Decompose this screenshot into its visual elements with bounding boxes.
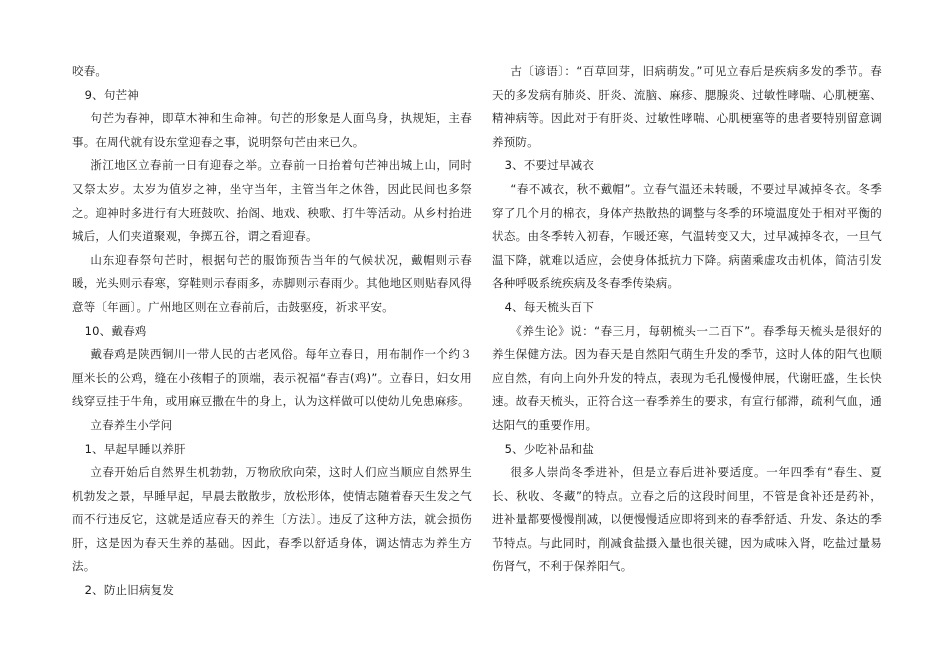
body-paragraph: 古〔谚语〕：“百草回芽，旧病萌发。”可见立春后是疾病多发的季节。春天的多发病有肺炎、肝炎、流脑、麻疹、腮腺炎、过敏性哮喘、心肌梗塞、精神病等。因此对于有肝炎、过敏性哮喘、心肌梗塞等的患者要特别留意调养预防。 — [492, 64, 882, 149]
section-heading: 1、早起早睡以养肝 — [84, 441, 186, 456]
section-subtitle: 立春养生小学问 — [90, 417, 173, 432]
body-paragraph: 浙江地区立春前一日有迎春之举。立春前一日抬着句芒神出城上山，同时又祭太岁。太岁为值岁之神，坐守当年，主管当年之休咎，因此民间也多祭之。迎神时多进行有大班鼓吹、抬阁、地戏、秧歌、打牛等活动。从乡村抬进城后，人们夹道聚观，争掷五谷，谓之看迎春。 — [72, 158, 472, 244]
body-paragraph: 戴春鸡是陕西铜川一带人民的古老风俗。每年立春日，用布制作一个约３厘米长的公鸡，缝在小孩帽子的顶端，表示祝福“春吉(鸡)”。立春日，妇女用线穿豆挂于牛角，或用麻豆撒在牛的身上，认为这样做可以使幼儿免患麻疹。 — [72, 347, 472, 409]
body-paragraph: 《养生论》说：“春三月，每朝梳头一二百下”。春季每天梳头是很好的养生保健方法。因为春天是自然阳气萌生升发的季节，这时人体的阳气也顺应自然，有向上向外升发的特点，表现为毛孔慢慢伸展，代谢旺盛，生长快速。故春天梳头，正符合这一春季养生的要求，有宣行郁滞，疏利气血，通达阳气的重要作用。 — [492, 323, 882, 432]
left-column — [72, 60, 472, 603]
section-heading: 3、不要过早减衣 — [504, 158, 595, 173]
body-paragraph: 山东迎春祭句芒时，根据句芒的服饰预告当年的气候状况，戴帽则示春暖，光头则示春寒，穿鞋则示春雨多，赤脚则示春雨少。其他地区则贴春风得意等〔年画〕。广州地区则在立春前后，击鼓驱疫，祈求平安。 — [72, 252, 472, 314]
section-heading: 10、戴春鸡 — [84, 323, 147, 338]
section-heading: 9、句芒神 — [84, 87, 139, 102]
body-paragraph: “春不减衣，秋不戴帽”。立春气温还未转暖，不要过早减掉冬衣。冬季穿了几个月的棉衣，身体产热散热的调整与冬季的环境温度处于相对平衡的状态。由冬季转入初春，乍暖还寒，气温转变又大，过早减掉冬衣，一旦气温下降，就难以适应，会使身体抵抗力下降。病菌乘虚攻击机体，简洁引发各种呼吸系统疾病及冬春季传染病。 — [492, 181, 882, 291]
right-column — [492, 60, 882, 579]
body-paragraph: 句芒为春神，即草木神和生命神。句芒的形象是人面鸟身，执规矩，主春事。在周代就有设东堂迎春之事，说明祭句芒由来已久。 — [72, 111, 472, 149]
body-paragraph: 很多人崇尚冬季进补，但是立春后进补要适度。一年四季有“春生、夏长、秋收、冬藏”的特点。立春之后的这段时间里，不管是食补还是药补，进补量都要慢慢削减，以便慢慢适应即将到来的春季舒适、升发、条达的季节特点。与此同时，削减食盐摄入量也很关键，因为咸味入肾，吃盐过量易伤肾气，不利于保养阳气。 — [492, 465, 882, 574]
body-paragraph: 立春开始后自然界生机勃勃，万物欣欣向荣，这时人们应当顺应自然界生机勃发之景，早睡早起，早晨去散散步，放松形体，使情志随着春天生发之气而不行违反它，这就是适应春天的养生〔方法〕。违反了这种方法，就会损伤肝，这是因为春天生养的基础。因此，春季以舒适身体，调达情志为养生方法。 — [72, 465, 472, 574]
section-heading: 2、防止旧病复发 — [84, 583, 175, 598]
body-paragraph: 咬春。 — [72, 64, 108, 78]
section-heading: 4、每天梳头百下 — [504, 299, 595, 314]
section-heading: 5、少吃补品和盐 — [504, 441, 595, 456]
